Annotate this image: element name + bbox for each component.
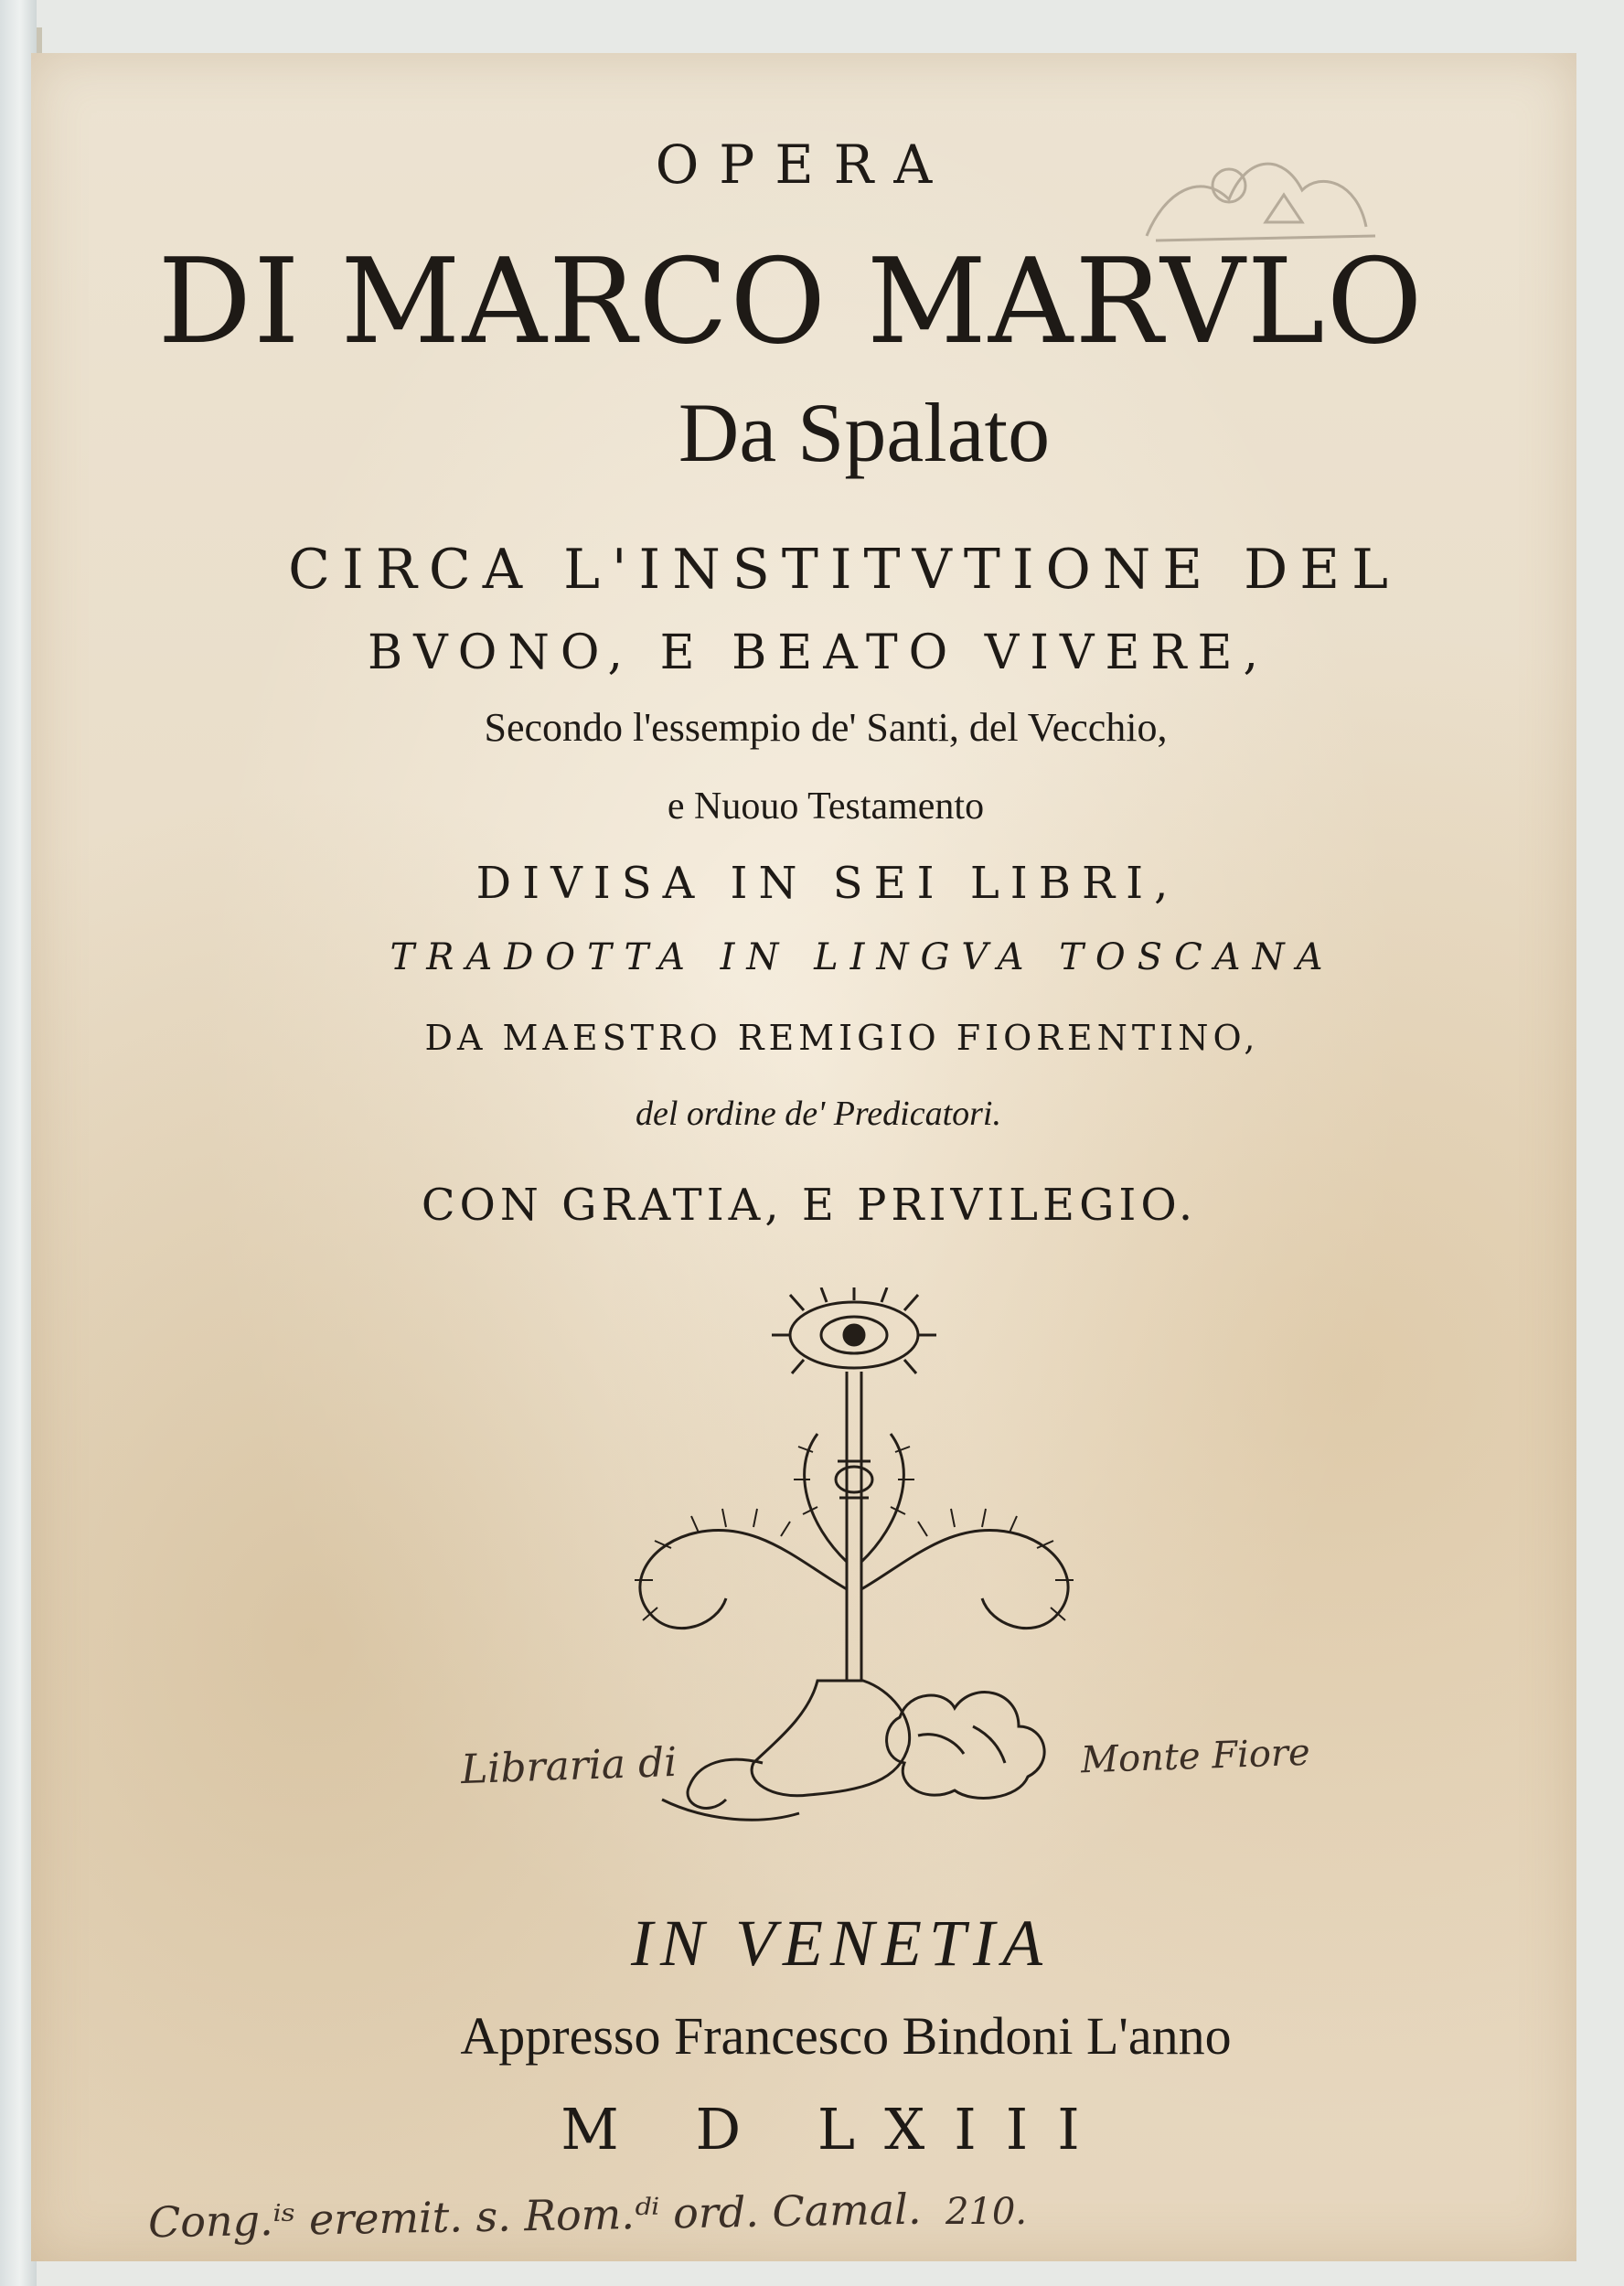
translation-line: TRADOTTA IN LINGVA TOSCANA [390, 936, 1335, 978]
division-line: DIVISA IN SEI LIBRI, [475, 858, 1180, 909]
order-line: del ordine de' Predicatori. [635, 1095, 1001, 1133]
subtitle-line-2: BVONO, E BEATO VIVERE, [367, 625, 1270, 680]
subtitle-line-3: Secondo l'essempio de' Santi, del Vecchio, [484, 705, 1168, 750]
shelf-number: 210. [946, 2191, 1028, 2233]
translator-line: DA MAESTRO REMIGIO FIORENTINO, [424, 1018, 1260, 1058]
imprint-printer: Appresso Francesco Bindoni L'anno [460, 2006, 1232, 2066]
provenance-note: Cong.ⁱˢ eremit. s. Rom.ᵈⁱ ord. Camal. [147, 2184, 922, 2248]
imprint-place: IN VENETIA [631, 1907, 1050, 1980]
eye-icon [772, 1287, 936, 1373]
ownership-note-left: Libraria di [460, 1738, 678, 1794]
title-opera: OPERA [655, 134, 953, 196]
privilege-line: CON GRATIA, E PRIVILEGIO. [421, 1180, 1198, 1231]
author-name: DI MARCO MARVLO [157, 234, 1425, 370]
author-origin: Da Spalato [678, 386, 1051, 479]
subtitle-line-4: e Nuouo Testamento [667, 785, 985, 828]
title-page [31, 53, 1576, 2261]
subtitle-line-1: CIRCA L'INSTITVTIONE DEL [288, 538, 1400, 602]
ownership-note-right: Monte Fiore [1080, 1731, 1311, 1782]
imprint-year: M D LXIII [561, 2096, 1109, 2163]
